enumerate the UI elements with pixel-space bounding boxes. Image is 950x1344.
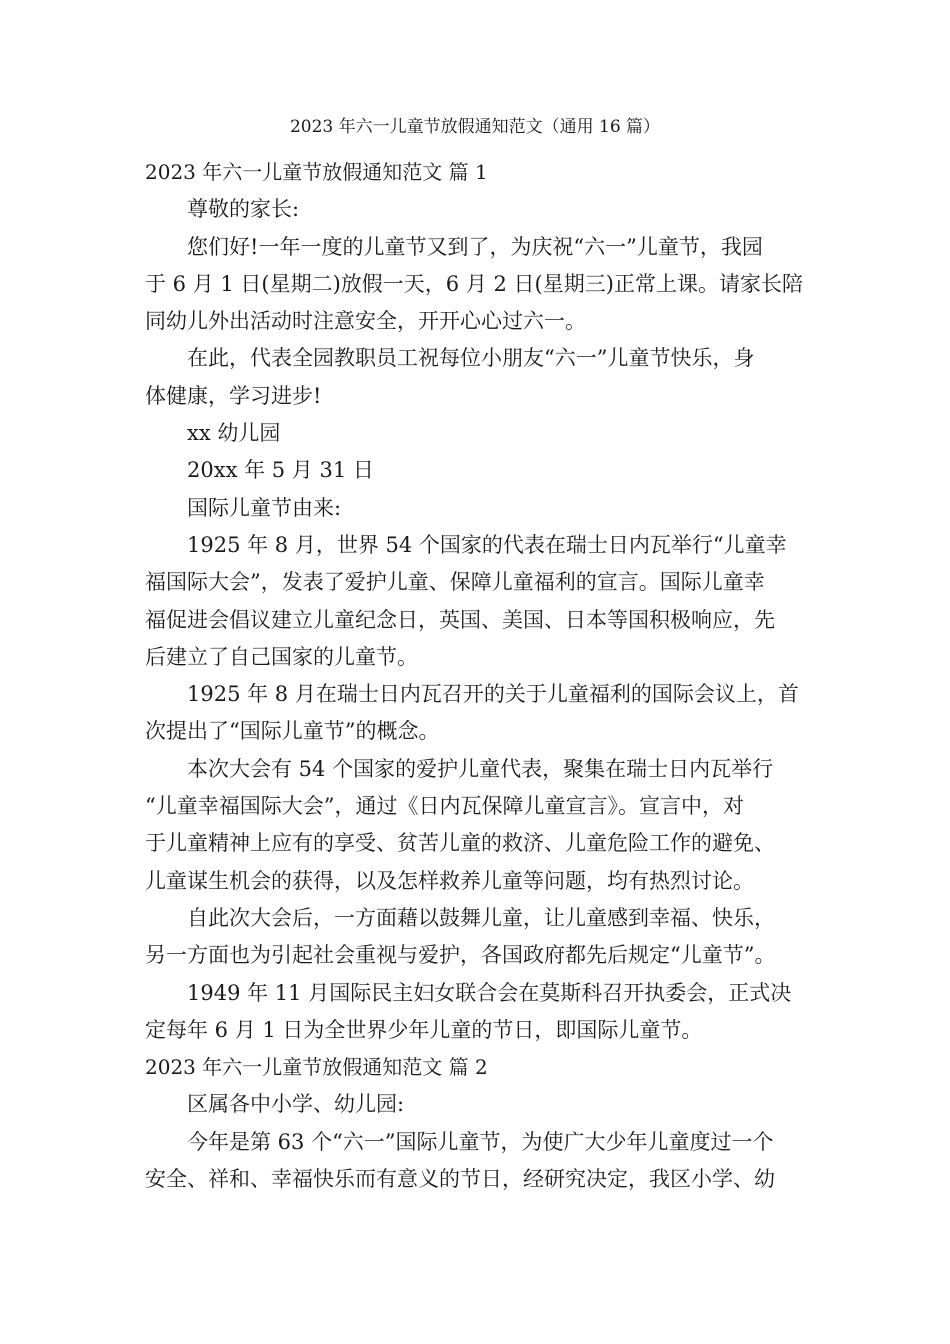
paragraph-line: 同幼儿外出活动时注意安全，开开心心过六一。: [145, 309, 586, 334]
section-heading: 2023 年六一儿童节放假通知范文 篇 2: [145, 1055, 488, 1080]
paragraph-line: 福促进会倡议建立儿童纪念日，英国、美国、日本等国积极响应，先: [145, 607, 775, 632]
paragraph-line: 今年是第 63 个“六一”国际儿童节，为使广大少年儿童度过一个: [187, 1129, 774, 1154]
paragraph-line: 区属各中小学、幼儿园:: [187, 1092, 405, 1117]
paragraph-line: 定每年 6 月 1 日为全世界少年儿童的节日，即国际儿童节。: [145, 1017, 703, 1042]
paragraph-line: 20xx 年 5 月 31 日: [187, 458, 374, 483]
paragraph-line: 另一方面也为引起社会重视与爱护，各国政府都先后规定“儿童节”。: [145, 943, 776, 968]
paragraph-line: 儿童谋生机会的获得，以及怎样救养儿童等问题，均有热烈讨论。: [145, 868, 754, 893]
paragraph-line: xx 幼儿园: [187, 421, 281, 446]
paragraph-line: 次提出了“国际儿童节”的概念。: [145, 719, 440, 744]
document-body: [145, 154, 810, 1198]
paragraph-line: 于 6 月 1 日(星期二)放假一天，6 月 2 日(星期三)正常上课。请家长陪: [145, 271, 803, 296]
document-title: 2023 年六一儿童节放假通知范文（通用 16 篇）: [289, 117, 661, 137]
paragraph-line: 于儿童精神上应有的享受、贫苦儿童的救济、儿童危险工作的避免、: [145, 831, 775, 856]
paragraph-line: 国际儿童节由来:: [187, 495, 342, 520]
paragraph-line: 后建立了自己国家的儿童节。: [145, 644, 418, 669]
paragraph-line: 体健康，学习进步!: [145, 383, 322, 408]
paragraph-line: 安全、祥和、幸福快乐而有意义的节日，经研究决定，我区小学、幼: [145, 1167, 775, 1192]
paragraph-line: 自此次大会后，一方面藉以鼓舞儿童，让儿童感到幸福、快乐，: [187, 905, 775, 930]
paragraph-line: “儿童幸福国际大会”，通过《日内瓦保障儿童宣言》。宣言中，对: [145, 794, 744, 819]
paragraph-line: 1925 年 8 月，世界 54 个国家的代表在瑞士日内瓦举行“儿童幸: [187, 532, 787, 557]
paragraph-line: 1925 年 8 月在瑞士日内瓦召开的关于儿童福利的国际会议上，首: [187, 682, 799, 707]
paragraph-line: 福国际大会”，发表了爱护儿童、保障儿童福利的宣言。国际儿童幸: [145, 570, 765, 595]
paragraph-line: 本次大会有 54 个国家的爱护儿童代表，聚集在瑞士日内瓦举行: [187, 756, 774, 781]
section-heading: 2023 年六一儿童节放假通知范文 篇 1: [145, 160, 488, 184]
paragraph-line: 尊敬的家长:: [187, 197, 300, 222]
paragraph-line: 您们好!一年一度的儿童节又到了，为庆祝“六一”儿童节，我园: [187, 234, 763, 259]
paragraph-line: 1949 年 11 月国际民主妇女联合会在莫斯科召开执委会，正式决: [187, 980, 792, 1005]
paragraph-line: 在此，代表全园教职员工祝每位小朋友“六一”儿童节快乐，身: [187, 346, 755, 371]
